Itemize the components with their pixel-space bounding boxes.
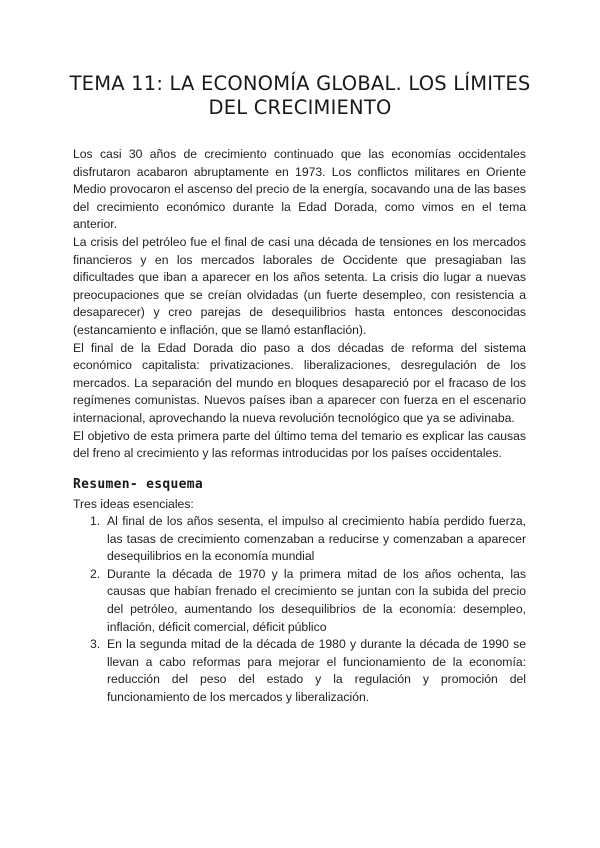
list-item-number: 1.: [90, 514, 101, 528]
intro-paragraph: El objetivo de esta primera parte del último tema del temario es explicar las causas del freno al crecimiento y las reformas introducidas por los países occidentales.: [73, 428, 526, 461]
list-item-text: En la segunda mitad de la década de 1980 y durante la década de 1990 se llevan a cabo reformas para mejorar el funcionamiento de la economía: reducción del peso del estado y la regulación y promoción del funcionamiento de los mercados y liberalización.: [107, 637, 526, 704]
intro-section: [73, 146, 526, 463]
list-item: [73, 636, 526, 706]
intro-paragraph: El final de la Edad Dorada dio paso a dos décadas de reforma del sistema económico capitalista: privatizaciones. liberalizaciones, desregulación de los mercados. La separación del mundo en bloques desapareció por el fracaso de los regímenes comunistas. Nuevos países iban a aparecer con fuerza en el escenario internacional, aprovechando la nueva revolución tecnológico que ya se adivinaba.: [73, 340, 526, 425]
list-item-text: Al final de los años sesenta, el impulso al crecimiento había perdido fuerza, las tasas de crecimiento comenzaban a reducirse y comenzaban a aparecer desequilibrios en la economía mundial: [107, 514, 526, 564]
page-title: TEMA 11: LA ECONOMÍA GLOBAL. LOS LÍMITES DEL CRECIMIENTO: [69, 72, 531, 119]
intro-paragraph: Los casi 30 años de crecimiento continuado que las economías occidentales disfrutaron acabaron abruptamente en 1973. Los conflictos militares en Oriente Medio provocaron el ascenso del precio de la energía, socavando una de las bases del crecimiento económico durante la Edad Dorada, como vimos en el tema anterior.: [73, 147, 526, 232]
list-item-number: 3.: [90, 637, 101, 652]
ideas-list: [73, 513, 526, 707]
summary-lead: Tres ideas esenciales:: [73, 497, 194, 511]
list-item: [73, 566, 526, 636]
intro-paragraph: La crisis del petróleo fue el final de casi una década de tensiones en los mercados financieros y en los mercados laborales de Occidente que presagiaban las dificultades que iban a aparecer en los años setenta. La crisis dio lugar a nuevas preocupaciones que se creían olvidadas (un fuerte desempleo, con resistencia a desaparecer) y creo parejas de desequilibrios hasta entonces desconocidas (estancamiento e inflación, que se llamó estanflación).: [73, 234, 526, 337]
list-item-number: 2.: [90, 566, 101, 581]
summary-heading: Resumen- esquema: [73, 477, 204, 492]
list-item: [73, 513, 526, 566]
list-item-text: Durante la década de 1970 y la primera mitad de los años ochenta, las causas que habían frenado el crecimiento se juntan con la subida del precio del petróleo, aumentando los desequilibrios de la economía: desempleo, inflación, déficit comercial, déficit público: [107, 566, 526, 634]
